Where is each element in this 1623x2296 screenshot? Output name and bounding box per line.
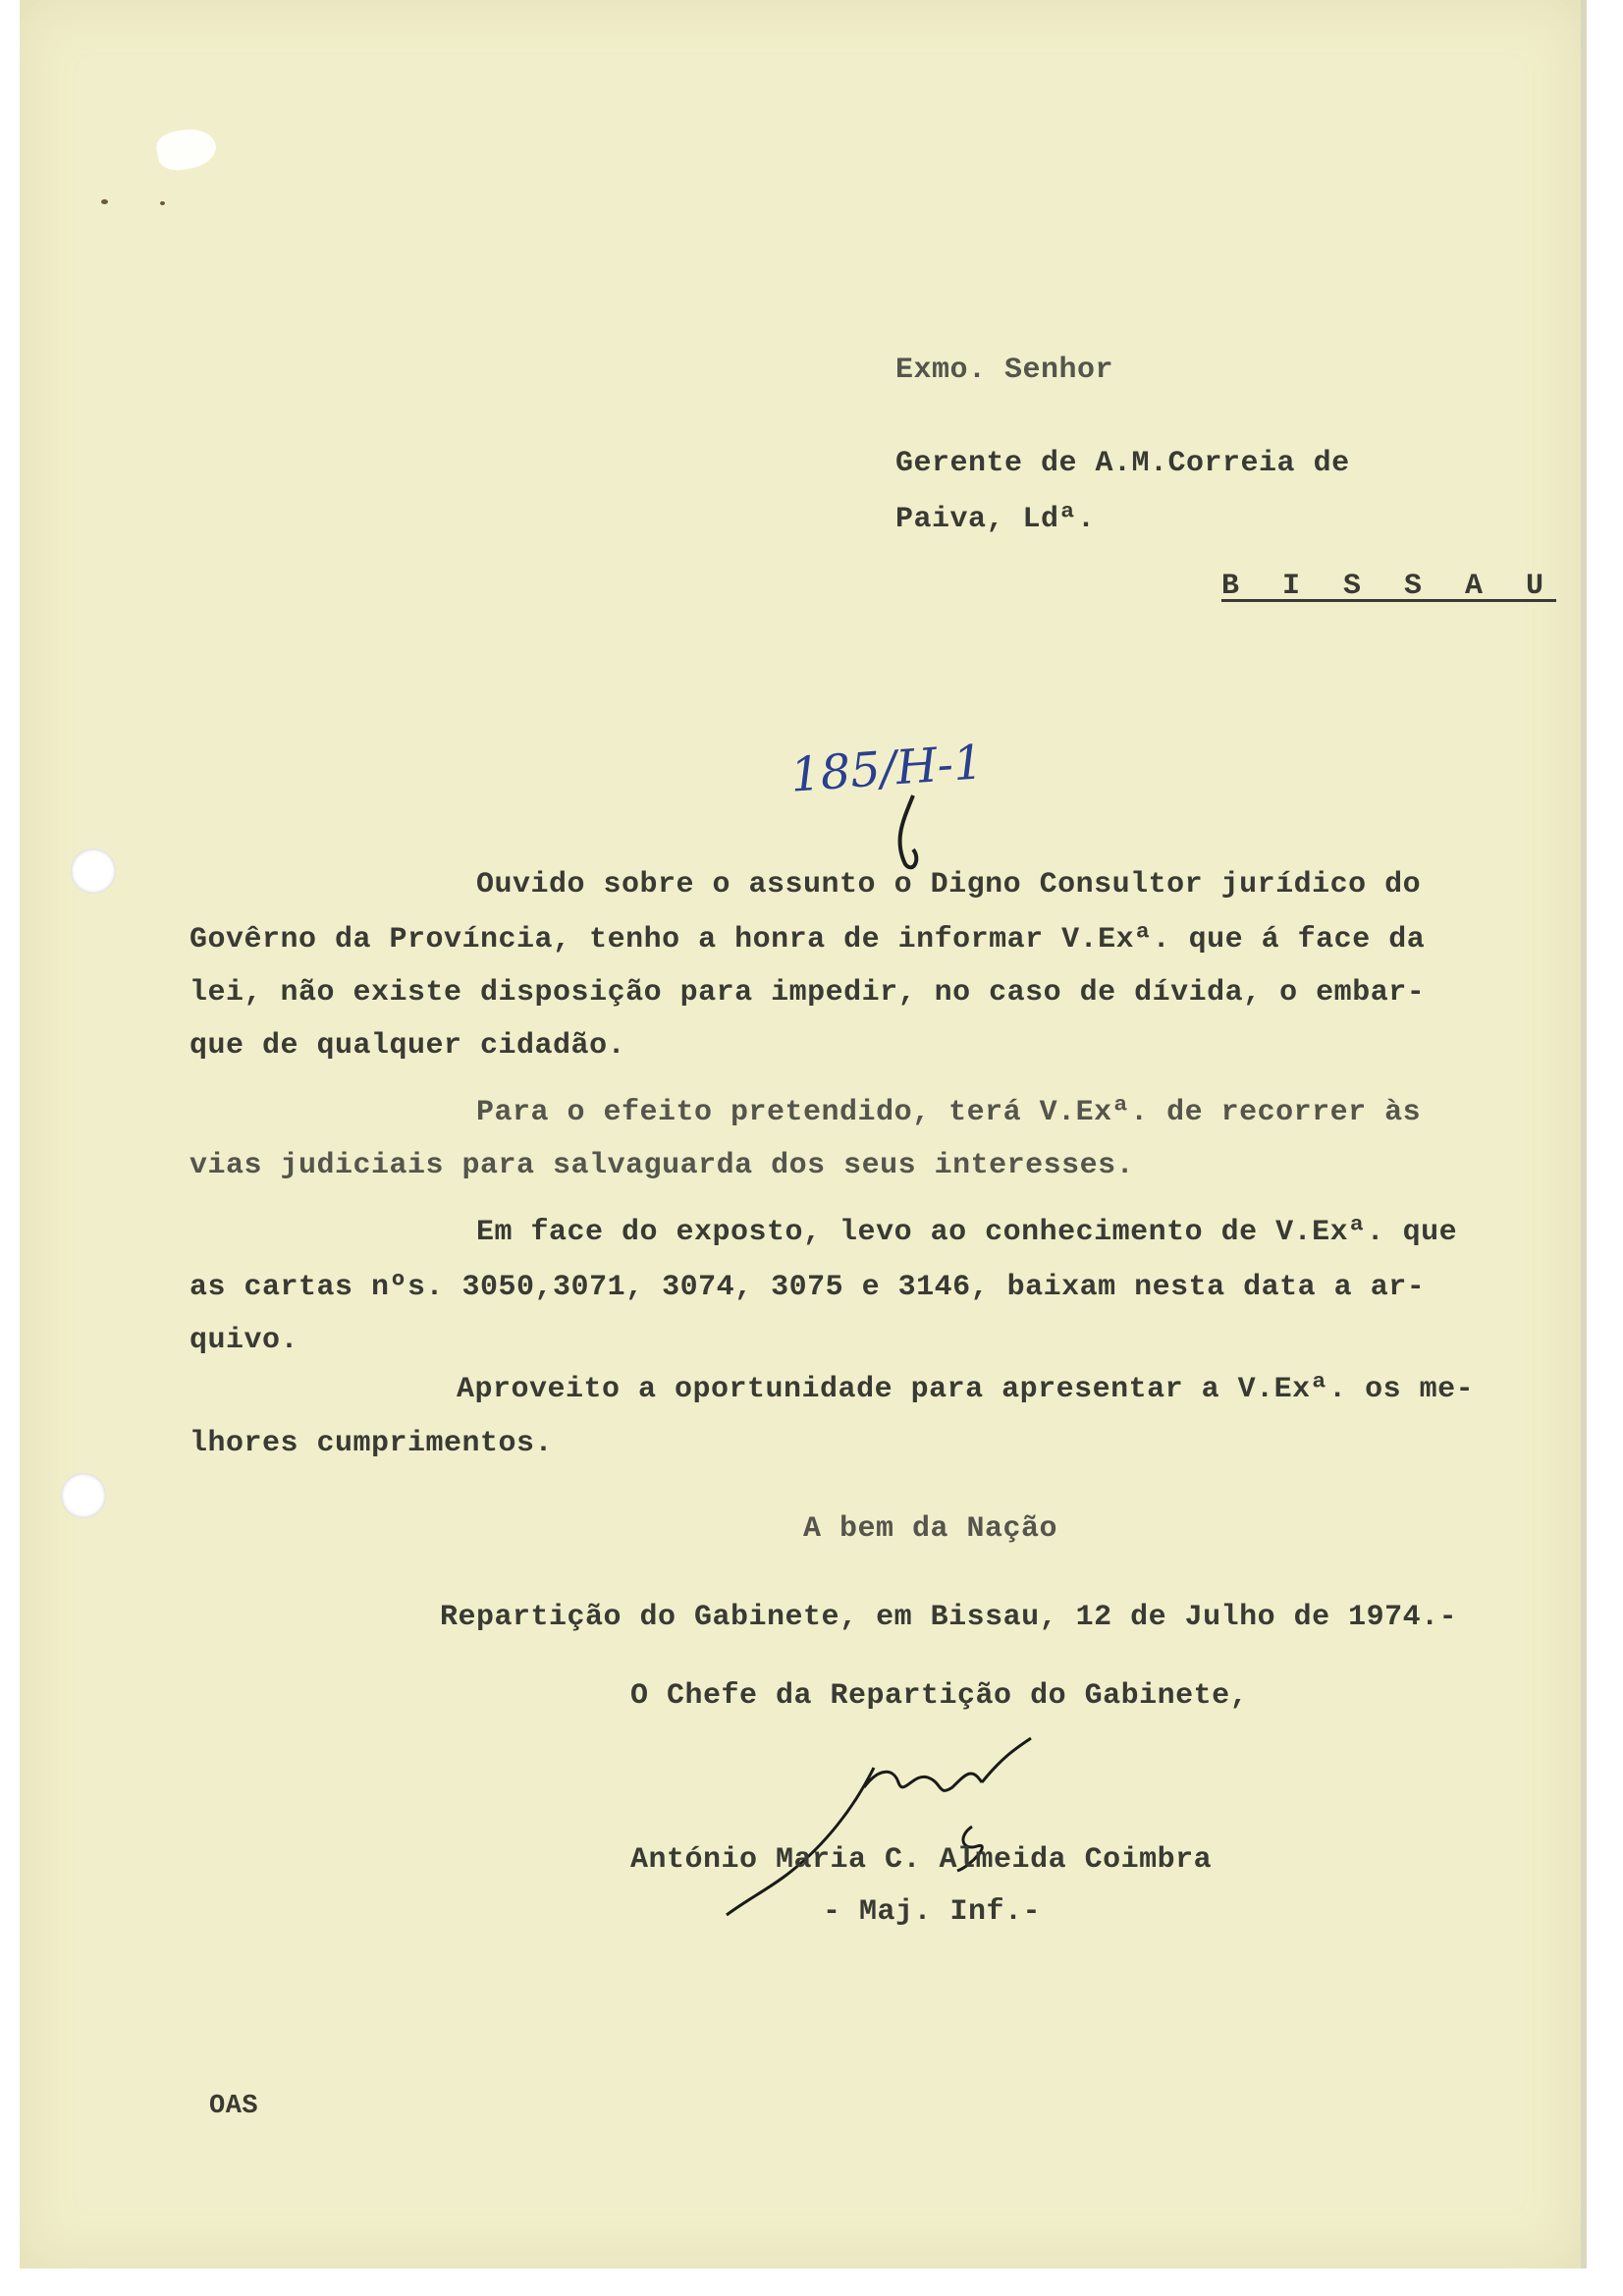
p1-line-4: que de qualquer cidadão. [189, 1029, 626, 1063]
recipient-line-1: Gerente de A.M.Correia de [895, 447, 1350, 480]
p4-line-2: lhores cumprimentos. [189, 1427, 554, 1460]
handwritten-reference: 185/H-1 [788, 735, 986, 803]
recipient-city: B I S S A U [1221, 570, 1557, 603]
closing-motto: A bem da Nação [803, 1512, 1058, 1546]
p1-line-3: lei, não existe disposição para impedir, no caso de dívida, o embar- [189, 976, 1426, 1010]
signatory-rank: - Maj. Inf.- [823, 1895, 1042, 1929]
salutation: Exmo. Senhor [895, 354, 1114, 387]
p3-line-2: as cartas nºs. 3050,3071, 3074, 3075 e 3146, baixam nesta data a ar- [189, 1271, 1426, 1304]
place-and-date: Repartição do Gabinete, em Bissau, 12 de Julho de 1974.- [440, 1601, 1458, 1634]
p2-line-1: Para o efeito pretendido, terá V.Exª. de recorrer às [476, 1096, 1422, 1129]
p2-line-2: vias judiciais para salvaguarda dos seus interesses. [189, 1149, 1135, 1182]
typist-initials: OAS [209, 2092, 259, 2121]
p3-line-3: quivo. [189, 1324, 299, 1357]
p3-line-1: Em face do exposto, levo ao conhecimento de V.Exª. que [476, 1216, 1458, 1249]
recipient-line-2: Paiva, Ldª. [895, 503, 1096, 536]
punch-hole-top [71, 848, 116, 894]
signatory-name: António Maria C. Almeida Coimbra [630, 1843, 1213, 1877]
paper-speck [101, 199, 108, 204]
sheet-edge [1581, 0, 1587, 2269]
p1-line-2: Govêrno da Província, tenho a honra de informar V.Exª. que á face da [189, 923, 1426, 957]
signatory-role: O Chefe da Repartição do Gabinete, [630, 1679, 1249, 1713]
paper-speck [160, 201, 165, 205]
handwritten-mark [884, 791, 933, 879]
p1-line-1: Ouvido sobre o assunto o Digno Consultor jurídico do [476, 868, 1422, 902]
letter-sheet [20, 0, 1581, 2269]
punch-hole-bottom [61, 1473, 106, 1518]
p4-line-1: Aproveito a oportunidade para apresentar a V.Exª. os me- [457, 1373, 1475, 1406]
